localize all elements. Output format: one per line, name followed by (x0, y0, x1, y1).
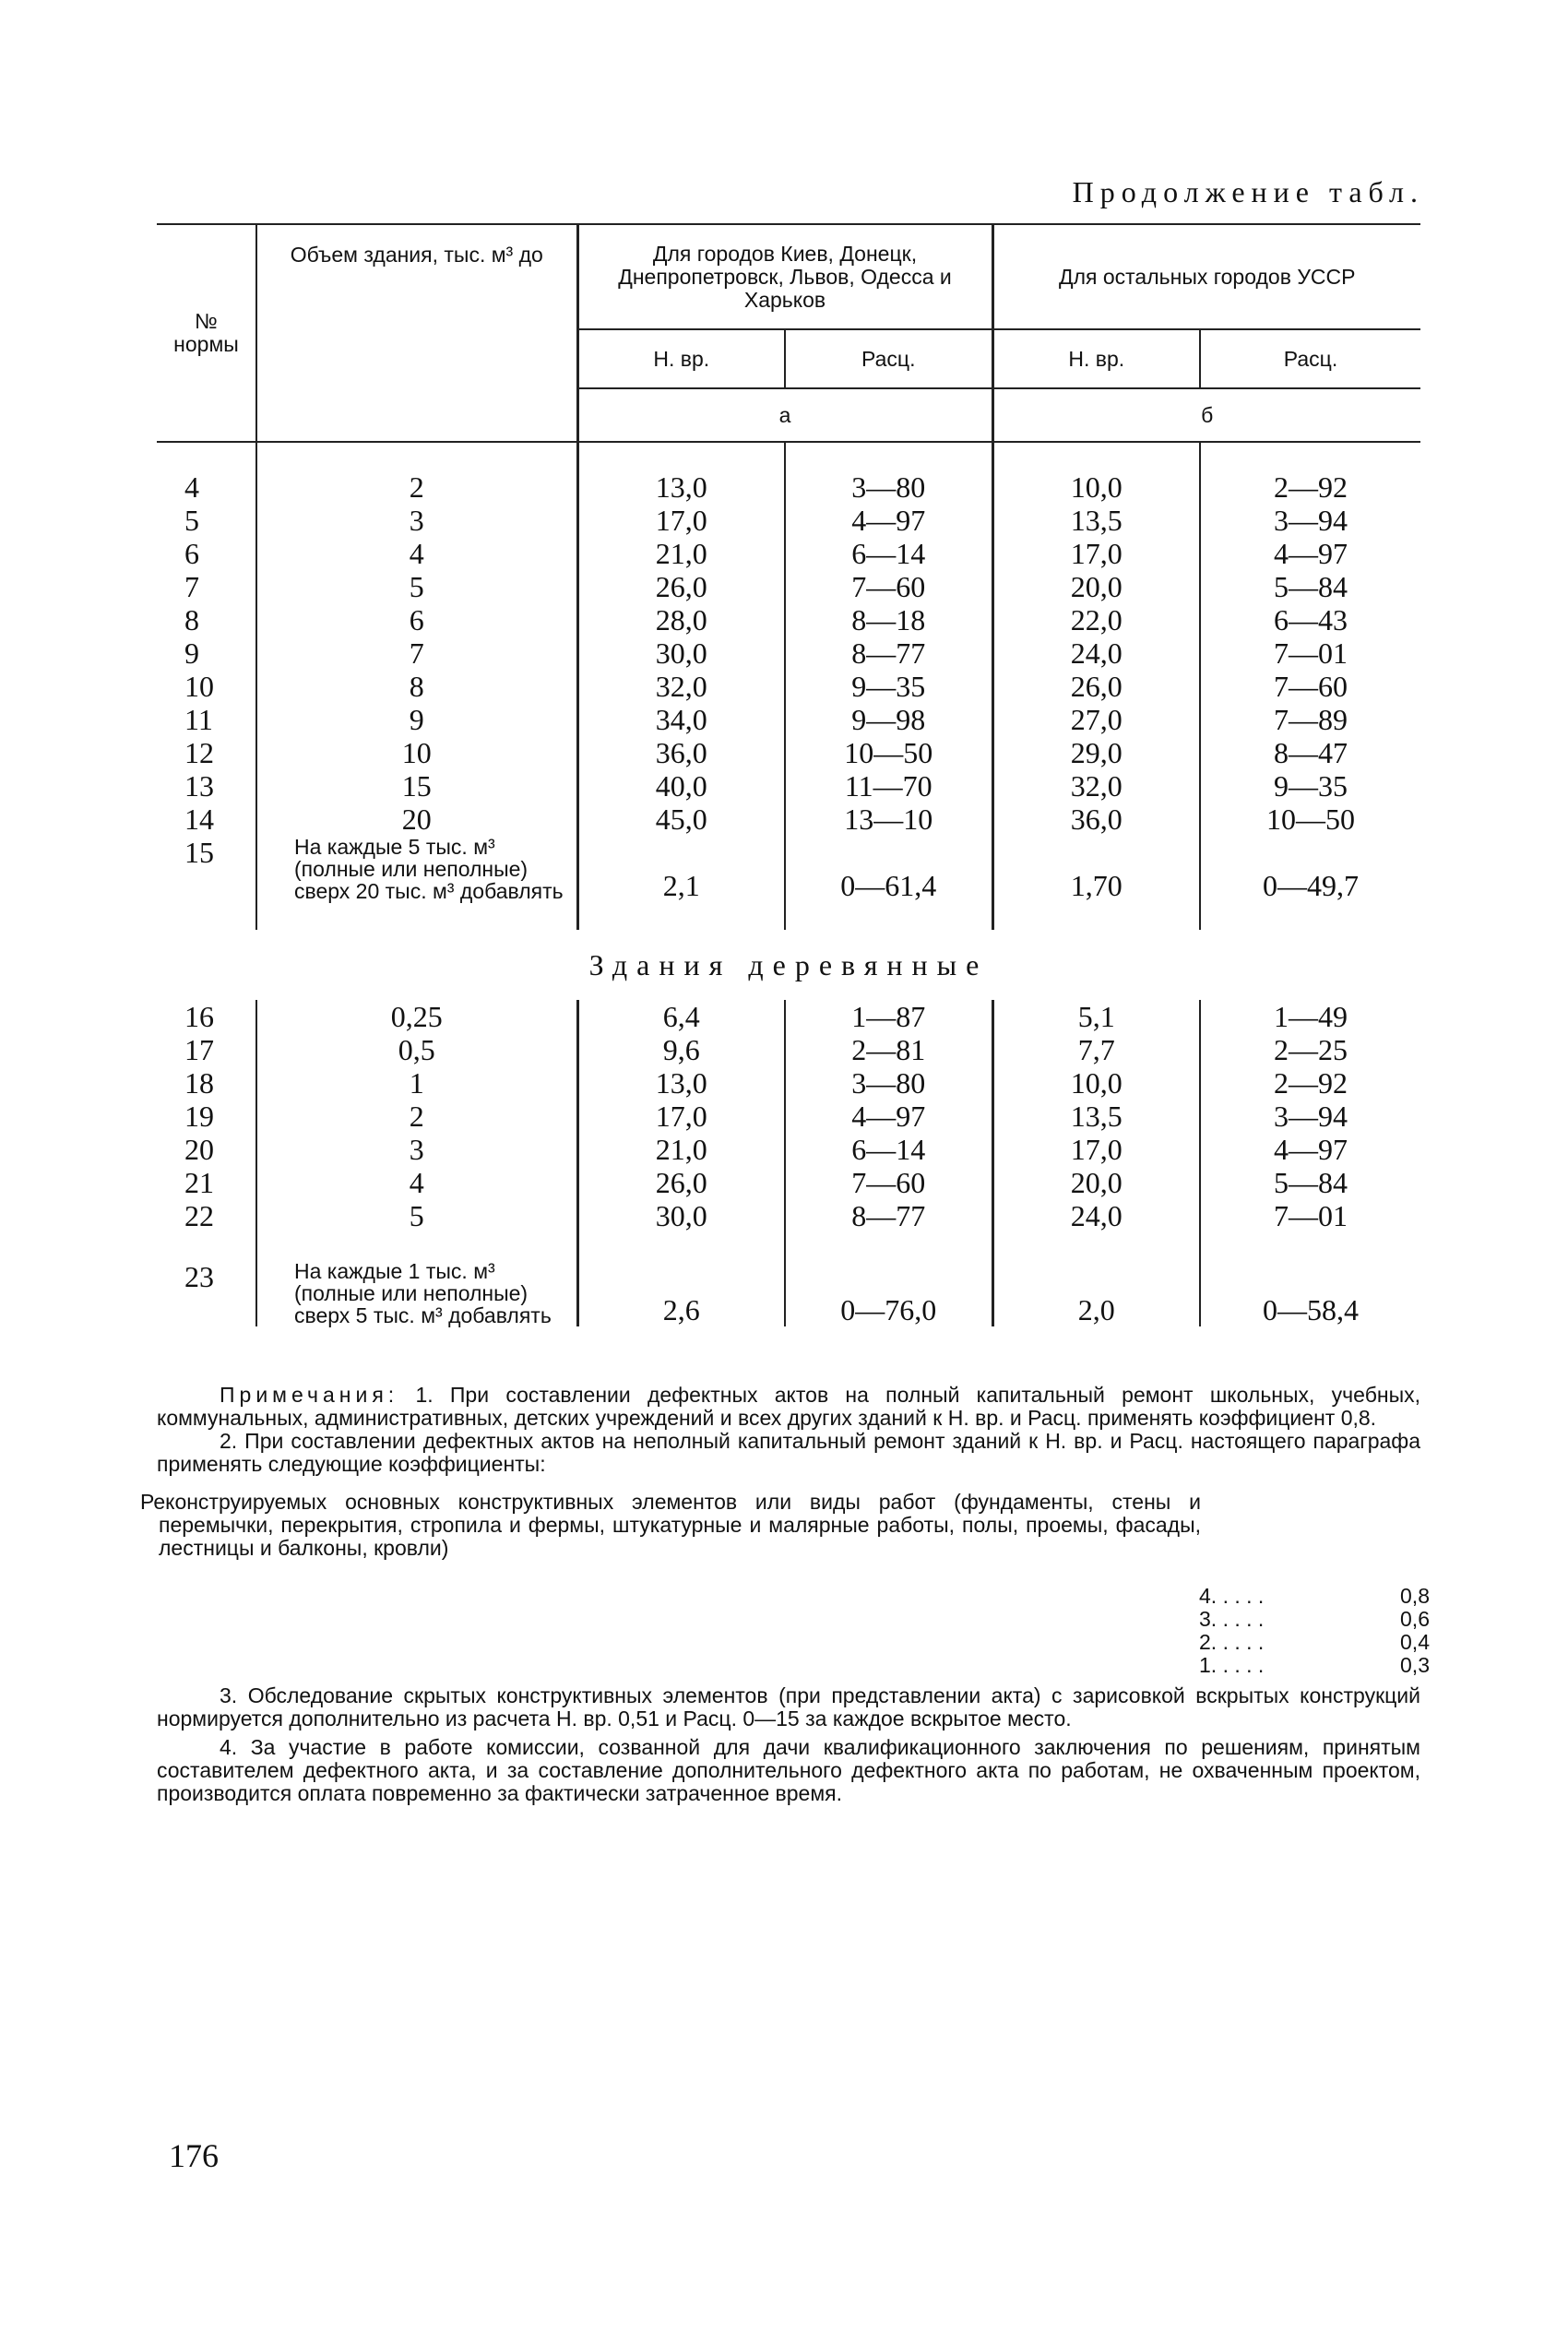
header-volume: Объем здания, тыс. м³ до (256, 224, 577, 442)
header-label-a: а (577, 388, 992, 442)
b-nvr: 10,0 (992, 1066, 1200, 1100)
table-row (157, 1000, 1420, 1033)
b-rasts: 8—47 (1200, 736, 1420, 769)
table-row (157, 836, 1420, 902)
volume: 4 (256, 537, 577, 570)
b-rasts: 4—97 (1200, 537, 1420, 570)
b-nvr: 17,0 (992, 1133, 1200, 1166)
a-nvr: 30,0 (577, 636, 785, 670)
coefficient-value: 0,3 (1400, 1653, 1430, 1677)
coefficient-row (1199, 1608, 1430, 1631)
b-nvr: 13,5 (992, 504, 1200, 537)
b-rasts: 6—43 (1200, 603, 1420, 636)
table-row (157, 736, 1420, 769)
a-rasts: 9—35 (785, 670, 992, 703)
volume: 9 (256, 703, 577, 736)
a-rasts: 6—14 (785, 1133, 992, 1166)
table-row (157, 504, 1420, 537)
table-row (157, 1199, 1420, 1232)
coefficient-row (1199, 1585, 1430, 1608)
volume: 4 (256, 1166, 577, 1199)
b-nvr: 7,7 (992, 1033, 1200, 1066)
page-number: 176 (169, 2137, 219, 2174)
a-nvr: 40,0 (577, 769, 785, 803)
table-row (157, 537, 1420, 570)
header-a-rasts: Расц. (785, 329, 992, 388)
a-nvr: 45,0 (577, 803, 785, 836)
a-nvr: 2,1 (577, 836, 785, 902)
norms-table (157, 223, 1420, 1326)
header-norm-no: № нормы (157, 224, 256, 442)
table-row (157, 803, 1420, 836)
norm-no: 22 (184, 1199, 214, 1232)
note-1-text: 1. При составлении дефектных актов на полный капитальный ремонт школьных, учебных, коммунальных, административных, детских учреждений и всех других зданий к Н. вр. и Расц. применять коэффициент 0,8. (157, 1383, 1420, 1430)
b-rasts: 2—92 (1200, 470, 1420, 504)
coefficient-value: 0,8 (1400, 1584, 1430, 1608)
b-nvr: 27,0 (992, 703, 1200, 736)
stone-body (157, 442, 1420, 836)
continuation-label: Продолжение табл. (1072, 175, 1424, 208)
a-nvr: 21,0 (577, 537, 785, 570)
b-rasts: 10—50 (1200, 803, 1420, 836)
a-nvr: 34,0 (577, 703, 785, 736)
table-row (157, 470, 1420, 504)
notes-label: Примечания: (220, 1383, 399, 1407)
note-1 (157, 1384, 1420, 1430)
volume: 20 (256, 803, 577, 836)
b-rasts: 0—49,7 (1200, 836, 1420, 902)
notes (140, 1383, 1430, 1805)
volume: 3 (256, 504, 577, 537)
coefficient-repaired-count: 3. . . . . (1199, 1607, 1265, 1631)
b-rasts: 5—84 (1200, 570, 1420, 603)
coefficients-list (1199, 1585, 1430, 1677)
header-group-b: Для остальных городов УССР (992, 224, 1420, 329)
coefficient-value: 0,4 (1400, 1630, 1430, 1654)
norm-no: 8 (184, 603, 199, 636)
b-nvr: 5,1 (992, 1000, 1200, 1033)
note-2: 2. При составлении дефектных актов на неполный капитальный ремонт зданий к Н. вр. и Расц. настоящего параграфа применять следующие коэффициенты: (157, 1429, 1420, 1476)
table-row (157, 1100, 1420, 1133)
b-rasts: 7—60 (1200, 670, 1420, 703)
a-rasts: 8—77 (785, 1199, 992, 1232)
b-nvr: 1,70 (992, 836, 1200, 902)
volume: 8 (256, 670, 577, 703)
a-rasts: 8—77 (785, 636, 992, 670)
table-row (157, 1166, 1420, 1199)
a-rasts: 1—87 (785, 1000, 992, 1033)
table-row (157, 603, 1420, 636)
b-nvr: 26,0 (992, 670, 1200, 703)
a-rasts: 3—80 (785, 1066, 992, 1100)
volume: 0,25 (256, 1000, 577, 1033)
coefficient-repaired-count: 4. . . . . (1199, 1584, 1265, 1608)
a-rasts: 8—18 (785, 603, 992, 636)
b-rasts: 7—01 (1200, 636, 1420, 670)
norm-no: 23 (184, 1260, 214, 1293)
table-row (157, 703, 1420, 736)
b-nvr: 22,0 (992, 603, 1200, 636)
a-nvr: 6,4 (577, 1000, 785, 1033)
volume: 10 (256, 736, 577, 769)
a-rasts: 0—61,4 (785, 836, 992, 902)
b-rasts: 0—58,4 (1200, 1260, 1420, 1326)
table-row (157, 1033, 1420, 1066)
section-title: Здания деревянные (588, 948, 989, 981)
volume: 1 (256, 1066, 577, 1100)
norm-no: 20 (184, 1133, 214, 1166)
b-rasts: 1—49 (1200, 1000, 1420, 1033)
row-description: На каждые 1 тыс. м³ (полные или неполные) сверх 5 тыс. м³ добавлять (256, 1260, 577, 1326)
a-nvr: 26,0 (577, 1166, 785, 1199)
b-nvr: 20,0 (992, 570, 1200, 603)
norm-no: 16 (184, 1000, 214, 1033)
a-nvr: 17,0 (577, 504, 785, 537)
norm-no: 4 (184, 470, 199, 504)
a-nvr: 9,6 (577, 1033, 785, 1066)
b-rasts: 2—92 (1200, 1066, 1420, 1100)
note-3: 3. Обследование скрытых конструктивных элементов (при представлении акта) с зарисовкой вскрытых конструкций нормируется дополнительно из расчета Н. вр. 0,51 и Расц. 0—15 за каждое вскрытое место. (157, 1683, 1420, 1730)
a-rasts: 6—14 (785, 537, 992, 570)
b-nvr: 13,5 (992, 1100, 1200, 1133)
b-nvr: 24,0 (992, 1199, 1200, 1232)
coefficient-row (1199, 1654, 1430, 1677)
coefficient-repaired-count: 1. . . . . (1199, 1653, 1265, 1677)
volume: 5 (256, 570, 577, 603)
table-row (157, 570, 1420, 603)
coefficient-value: 0,6 (1400, 1607, 1430, 1631)
b-rasts: 9—35 (1200, 769, 1420, 803)
a-rasts: 0—76,0 (785, 1260, 992, 1326)
a-nvr: 30,0 (577, 1199, 785, 1232)
b-rasts: 7—89 (1200, 703, 1420, 736)
b-nvr: 36,0 (992, 803, 1200, 836)
a-rasts: 4—97 (785, 504, 992, 537)
header-group-a: Для городов Киев, Донецк, Днепропетровск, Львов, Одесса и Харьков (577, 224, 992, 329)
header-label-b: б (992, 388, 1420, 442)
norm-no: 21 (184, 1166, 214, 1199)
volume: 7 (256, 636, 577, 670)
a-nvr: 17,0 (577, 1100, 785, 1133)
header-a-nvr: Н. вр. (577, 329, 785, 388)
b-nvr: 32,0 (992, 769, 1200, 803)
volume: 5 (256, 1199, 577, 1232)
a-rasts: 7—60 (785, 570, 992, 603)
b-rasts: 4—97 (1200, 1133, 1420, 1166)
header-b-rasts: Расц. (1200, 329, 1420, 388)
coefficient-row (1199, 1631, 1430, 1654)
b-nvr: 10,0 (992, 470, 1200, 504)
volume: 6 (256, 603, 577, 636)
norm-no: 15 (184, 836, 214, 869)
a-rasts: 4—97 (785, 1100, 992, 1133)
a-nvr: 21,0 (577, 1133, 785, 1166)
table-row (157, 1260, 1420, 1326)
a-nvr: 32,0 (577, 670, 785, 703)
volume: 15 (256, 769, 577, 803)
norm-no: 6 (184, 537, 199, 570)
a-rasts: 11—70 (785, 769, 992, 803)
b-rasts: 5—84 (1200, 1166, 1420, 1199)
norm-no: 17 (184, 1033, 214, 1066)
volume: 2 (256, 470, 577, 504)
b-nvr: 20,0 (992, 1166, 1200, 1199)
b-nvr: 29,0 (992, 736, 1200, 769)
row-description: На каждые 5 тыс. м³ (полные или неполные) сверх 20 тыс. м³ добавлять (256, 836, 577, 902)
header-b-nvr: Н. вр. (992, 329, 1200, 388)
coefficients-description: Реконструируемых основных конструктивных элементов или виды работ (фундаменты, стены и перемычки, перекрытия, стропила и фермы, штукатурные и малярные работы, полы, проемы, фасады, лестницы и балконы, кровли) (140, 1490, 1201, 1560)
wood-body (157, 1000, 1420, 1232)
coefficient-repaired-count: 2. . . . . (1199, 1630, 1265, 1654)
b-rasts: 2—25 (1200, 1033, 1420, 1066)
b-nvr: 17,0 (992, 537, 1200, 570)
norm-no: 5 (184, 504, 199, 537)
b-rasts: 7—01 (1200, 1199, 1420, 1232)
norm-no: 13 (184, 769, 214, 803)
table-row (157, 1066, 1420, 1100)
coefficients-block (140, 1490, 1430, 1677)
a-nvr: 13,0 (577, 470, 785, 504)
a-nvr: 13,0 (577, 1066, 785, 1100)
a-nvr: 36,0 (577, 736, 785, 769)
norm-no: 18 (184, 1066, 214, 1100)
table-row (157, 1133, 1420, 1166)
a-rasts: 13—10 (785, 803, 992, 836)
norm-no: 11 (184, 703, 213, 736)
volume: 3 (256, 1133, 577, 1166)
a-nvr: 2,6 (577, 1260, 785, 1326)
b-nvr: 24,0 (992, 636, 1200, 670)
note-4: 4. За участие в работе комиссии, созванной для дачи квалификационного заключения по решениям, принятым составителем дефектного акта, и за составление дополнительного дефектного акта по работам, не охваченным проектом, производится оплата повременно за фактически затраченное время. (157, 1735, 1420, 1805)
a-rasts: 7—60 (785, 1166, 992, 1199)
a-rasts: 10—50 (785, 736, 992, 769)
b-nvr: 2,0 (992, 1260, 1200, 1326)
table-row (157, 636, 1420, 670)
norm-no: 14 (184, 803, 214, 836)
a-rasts: 3—80 (785, 470, 992, 504)
b-rasts: 3—94 (1200, 504, 1420, 537)
norm-no: 12 (184, 736, 214, 769)
a-rasts: 2—81 (785, 1033, 992, 1066)
page (140, 175, 1430, 1805)
norm-no: 7 (184, 570, 199, 603)
volume: 2 (256, 1100, 577, 1133)
norm-no: 19 (184, 1100, 214, 1133)
norm-no: 10 (184, 670, 214, 703)
a-nvr: 26,0 (577, 570, 785, 603)
b-rasts: 3—94 (1200, 1100, 1420, 1133)
table-row (157, 670, 1420, 703)
table-row (157, 769, 1420, 803)
norm-no: 9 (184, 636, 199, 670)
a-nvr: 28,0 (577, 603, 785, 636)
volume: 0,5 (256, 1033, 577, 1066)
a-rasts: 9—98 (785, 703, 992, 736)
